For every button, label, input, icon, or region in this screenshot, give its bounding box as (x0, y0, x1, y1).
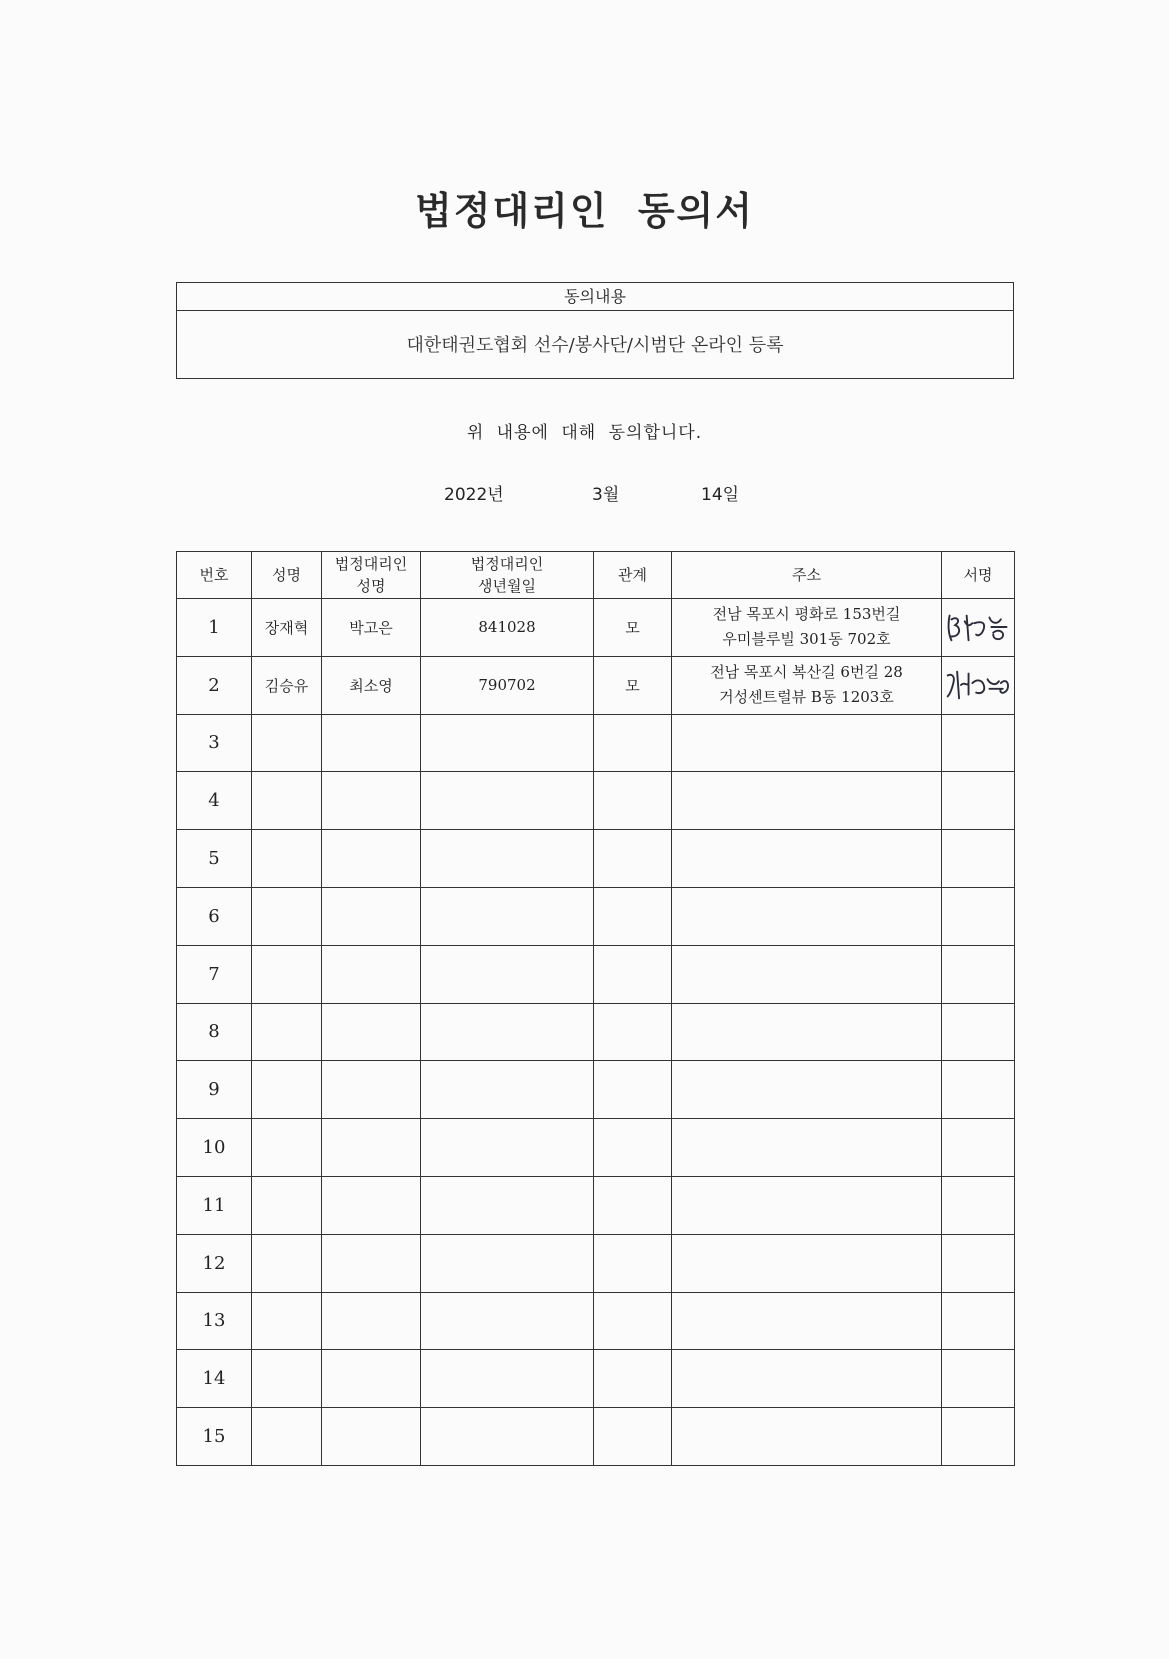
address-line2: 우미블루빌 301동 702호 (722, 630, 891, 649)
guardian-birthdate (421, 1234, 594, 1292)
table-row (177, 887, 1015, 945)
row-number: 7 (177, 945, 252, 1003)
row-number: 14 (177, 1350, 252, 1408)
guardian-name: 박고은 (322, 599, 421, 657)
table-row (177, 656, 1015, 714)
relation (594, 1350, 672, 1408)
signature (942, 1234, 1015, 1292)
guardian-table (176, 551, 1015, 1466)
header-guardian-name-line2: 성명 (356, 577, 386, 595)
address-line2: 거성센트럴뷰 B동 1203호 (719, 688, 894, 707)
player-name (252, 1061, 322, 1119)
address (672, 1119, 942, 1177)
address-line1: 전남 목포시 복산길 6번길 28 (710, 663, 903, 682)
signature (942, 656, 1015, 714)
signature (942, 1119, 1015, 1177)
guardian-name: 최소영 (322, 656, 421, 714)
address (672, 1408, 942, 1466)
relation (594, 1408, 672, 1466)
header-guardian-name (322, 552, 421, 599)
row-number: 3 (177, 714, 252, 772)
address (672, 887, 942, 945)
relation (594, 1234, 672, 1292)
consent-content: 대한태권도협회 선수/봉사단/시범단 온라인 등록 (406, 335, 784, 356)
consent-box (176, 282, 1014, 379)
address (672, 656, 942, 714)
guardian-name (322, 1408, 421, 1466)
header-name: 성명 (252, 552, 322, 599)
table-row (177, 1292, 1015, 1350)
signature (942, 887, 1015, 945)
document-title: 법정대리인 동의서 (415, 189, 754, 233)
guardian-birthdate (421, 1119, 594, 1177)
guardian-birthdate (421, 887, 594, 945)
row-number: 13 (177, 1292, 252, 1350)
relation (594, 772, 672, 830)
row-number: 11 (177, 1176, 252, 1234)
player-name: 장재혁 (252, 599, 322, 657)
guardian-name (322, 887, 421, 945)
row-number: 4 (177, 772, 252, 830)
guardian-birthdate (421, 1061, 594, 1119)
address (672, 714, 942, 772)
relation (594, 714, 672, 772)
guardian-birthdate (421, 1408, 594, 1466)
table-row (177, 1119, 1015, 1177)
table-row (177, 830, 1015, 888)
table-row (177, 1234, 1015, 1292)
row-number: 1 (177, 599, 252, 657)
guardian-name (322, 945, 421, 1003)
header-guardian-name-line1: 법정대리인 (334, 555, 408, 573)
signature (942, 1176, 1015, 1234)
relation: 모 (594, 656, 672, 714)
address (672, 599, 942, 657)
guardian-name (322, 1350, 421, 1408)
table-row (177, 1408, 1015, 1466)
signature (942, 772, 1015, 830)
player-name (252, 1350, 322, 1408)
header-signature: 서명 (942, 552, 1015, 599)
signature (942, 1292, 1015, 1350)
signature (942, 1408, 1015, 1466)
address (672, 1234, 942, 1292)
table-header-row (177, 552, 1015, 599)
signature (942, 1003, 1015, 1061)
relation (594, 1176, 672, 1234)
guardian-birthdate (421, 1176, 594, 1234)
guardian-name (322, 714, 421, 772)
handwritten-signature (942, 666, 1015, 704)
address (672, 1176, 942, 1234)
row-number: 2 (177, 656, 252, 714)
address (672, 830, 942, 888)
address-line1: 전남 목포시 평화로 153번길 (712, 605, 901, 624)
address (672, 945, 942, 1003)
guardian-birthdate (421, 945, 594, 1003)
header-guardian-birth-line2: 생년월일 (478, 577, 536, 595)
relation (594, 830, 672, 888)
handwritten-signature (942, 608, 1015, 646)
guardian-name (322, 1176, 421, 1234)
player-name (252, 1234, 322, 1292)
guardian-birthdate (421, 830, 594, 888)
header-address: 주소 (672, 552, 942, 599)
guardian-name (322, 1234, 421, 1292)
date-month: 3월 (592, 485, 620, 505)
address (672, 772, 942, 830)
player-name (252, 1176, 322, 1234)
relation (594, 1292, 672, 1350)
header-relation: 관계 (594, 552, 672, 599)
row-number: 12 (177, 1234, 252, 1292)
header-guardian-birth-line1: 법정대리인 (470, 555, 544, 573)
guardian-name (322, 830, 421, 888)
relation (594, 887, 672, 945)
signature (942, 1061, 1015, 1119)
signature (942, 945, 1015, 1003)
row-number: 9 (177, 1061, 252, 1119)
guardian-birthdate (421, 1350, 594, 1408)
player-name (252, 1003, 322, 1061)
relation (594, 1003, 672, 1061)
guardian-name (322, 772, 421, 830)
table-row (177, 1003, 1015, 1061)
date-day: 14일 (701, 485, 740, 505)
player-name (252, 772, 322, 830)
relation (594, 945, 672, 1003)
table-row (177, 1061, 1015, 1119)
player-name (252, 1292, 322, 1350)
signature (942, 1350, 1015, 1408)
guardian-birthdate (421, 772, 594, 830)
header-no: 번호 (177, 552, 252, 599)
date-year: 2022년 (444, 485, 504, 505)
relation (594, 1061, 672, 1119)
signature (942, 714, 1015, 772)
guardian-birthdate (421, 714, 594, 772)
table-row (177, 1176, 1015, 1234)
guardian-name (322, 1061, 421, 1119)
guardian-birthdate (421, 1292, 594, 1350)
address (672, 1292, 942, 1350)
row-number: 5 (177, 830, 252, 888)
row-number: 10 (177, 1119, 252, 1177)
player-name (252, 830, 322, 888)
table-row (177, 945, 1015, 1003)
relation: 모 (594, 599, 672, 657)
signature (942, 599, 1015, 657)
table-row (177, 714, 1015, 772)
relation (594, 1119, 672, 1177)
consent-header: 동의내용 (177, 283, 1013, 311)
address (672, 1350, 942, 1408)
row-number: 15 (177, 1408, 252, 1466)
row-number: 6 (177, 887, 252, 945)
guardian-birthdate: 790702 (421, 656, 594, 714)
guardian-birthdate: 841028 (421, 599, 594, 657)
player-name (252, 887, 322, 945)
table-row (177, 772, 1015, 830)
player-name: 김승유 (252, 656, 322, 714)
table-row (177, 599, 1015, 657)
table-row (177, 1350, 1015, 1408)
guardian-name (322, 1003, 421, 1061)
player-name (252, 1119, 322, 1177)
header-guardian-birth (421, 552, 594, 599)
player-name (252, 714, 322, 772)
player-name (252, 1408, 322, 1466)
address (672, 1061, 942, 1119)
row-number: 8 (177, 1003, 252, 1061)
agreement-statement: 위 내용에 대해 동의합니다. (466, 423, 703, 443)
guardian-name (322, 1292, 421, 1350)
signature (942, 830, 1015, 888)
guardian-name (322, 1119, 421, 1177)
player-name (252, 945, 322, 1003)
address (672, 1003, 942, 1061)
guardian-birthdate (421, 1003, 594, 1061)
